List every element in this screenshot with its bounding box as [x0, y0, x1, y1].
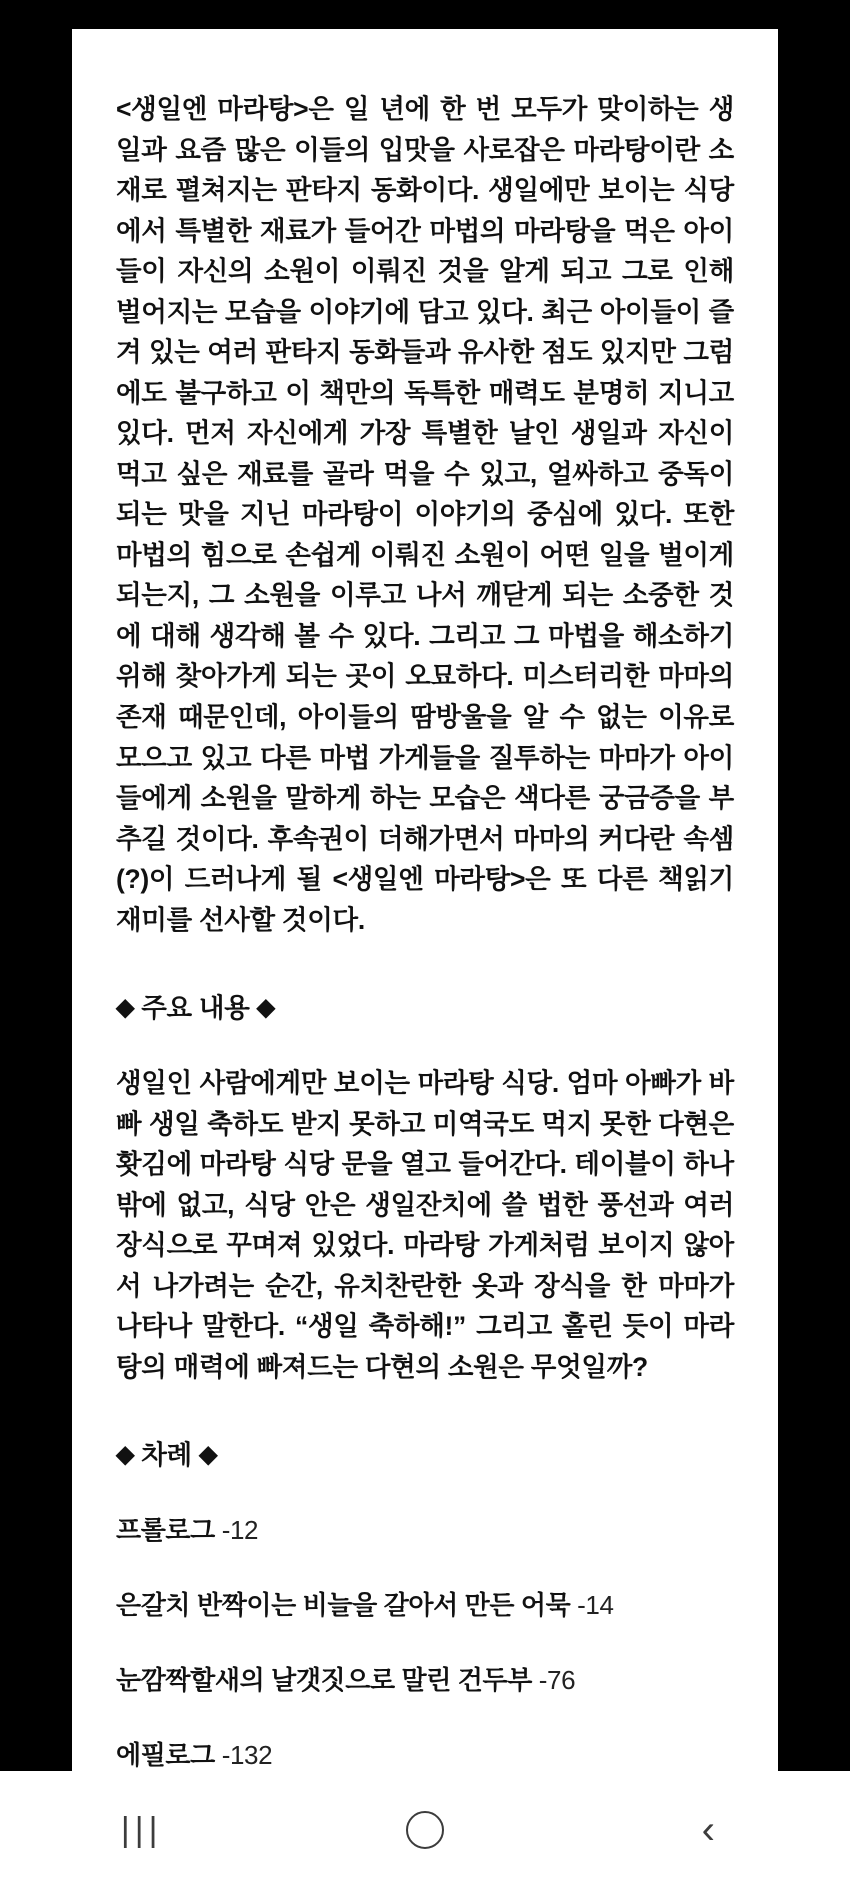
section-heading-toc-label: 차례	[141, 1440, 192, 1471]
diamond-icon-right: ◆	[256, 994, 275, 1022]
document-page	[72, 29, 778, 1802]
toc-entry-page: -12	[221, 1515, 259, 1546]
diamond-icon-right: ◆	[198, 1441, 218, 1469]
toc-entry	[116, 1735, 734, 1772]
toc-entry-title: 은갈치 반짝이는 비늘을 갈아서 만든 어묵	[116, 1590, 571, 1621]
spacer	[116, 1387, 734, 1433]
diamond-icon-left: ◆	[116, 994, 135, 1022]
back-button[interactable]	[653, 1795, 763, 1865]
toc-entry-title: 프롤로그	[116, 1515, 215, 1546]
spacer	[116, 1472, 734, 1510]
main-content-body: 생일인 사람에게만 보이는 마라탕 식당. 엄마 아빠가 바빠 생일 축하도 받지 못하고 미역국도 먹지 못한 다현은 홧김에 마라탕 식당 문을 열고 들어간다. 테이블이 하나밖에 없고, 식당 안은 생일잔치에 쓸 법한 풍선과 여러 장식으로 꾸며져 있었다. 마라탕 가게처럼 보이지 않아서 나가려는 순간, 유치찬란한 옷과 장식을 한 마마가 나타나 말한다. “생일 축하해!” 그리고 홀린 듯이 마라탕의 매력에 빠져드는 다현의 소원은 무엇일까?	[116, 1068, 734, 1382]
section-heading-main-content	[116, 986, 734, 1025]
toc-entry-title: 눈깜짝할새의 날갯짓으로 말린 건두부	[116, 1665, 532, 1696]
toc-entry-page: -14	[577, 1590, 614, 1621]
toc-entry	[116, 1660, 734, 1697]
section-heading-toc	[116, 1433, 734, 1472]
toc-entry-title: 에필로그	[116, 1740, 215, 1771]
toc-entry-page: -132	[221, 1740, 273, 1771]
diamond-icon-left: ◆	[116, 1441, 135, 1469]
spacer	[116, 1025, 734, 1063]
recents-button[interactable]	[87, 1795, 197, 1865]
toc-entry	[116, 1585, 734, 1622]
section-heading-main-content-label: 주요 내용	[141, 993, 250, 1024]
system-navigation-bar	[0, 1771, 850, 1889]
back-icon: ‹	[701, 1808, 715, 1852]
toc-entry-page: -76	[538, 1665, 576, 1696]
home-button[interactable]	[370, 1795, 480, 1865]
home-icon	[406, 1811, 444, 1849]
toc-entry	[116, 1510, 734, 1547]
spacer	[116, 940, 734, 986]
intro-paragraph: <생일엔 마라탕>은 일 년에 한 번 모두가 맞이하는 생일과 요즘 많은 이들의 입맛을 사로잡은 마라탕이란 소재로 펼쳐지는 판타지 동화이다. 생일에만 보이는 식당에서 특별한 재료가 들어간 마법의 마라탕을 먹은 아이들이 자신의 소원이 이뤄진 것을 알게 되고 그로 인해 벌어지는 모습을 이야기에 담고 있다. 최근 아이들이 즐겨 있는 여러 판타지 동화들과 유사한 점도 있지만 그럼에도 불구하고 이 책만의 독특한 매력도 분명히 지니고 있다. 먼저 자신에게 가장 특별한 날인 생일과 자신이 먹고 싶은 재료를 골라 먹을 수 있고, 얼싸하고 중독이 되는 맛을 지닌 마라탕이 이야기의 중심에 있다. 또한 마법의 힘으로 손쉽게 이뤄진 소원이 어떤 일을 벌이게 되는지, 그 소원을 이루고 나서 깨닫게 되는 소중한 것에 대해 생각해 볼 수 있다. 그리고 그 마법을 해소하기 위해 찾아가게 되는 곳이 오묘하다. 미스터리한 마마의 존재 때문인데, 아이들의 땀방울을 알 수 없는 이유로 모으고 있고 다른 마법 가게들을 질투하는 마마가 아이들에게 소원을 말하게 하는 모습은 색다른 궁금증을 부추길 것이다. 후속권이 더해가면서 마마의 커다란 속셈(?)이 드러나게 될 <생일엔 마라탕>은 또 다른 책읽기 재미를 선사할 것이다.	[116, 94, 734, 935]
spacer	[116, 1547, 734, 1585]
spacer	[116, 1697, 734, 1735]
spacer	[116, 1622, 734, 1660]
recents-icon: |||	[120, 1810, 163, 1849]
